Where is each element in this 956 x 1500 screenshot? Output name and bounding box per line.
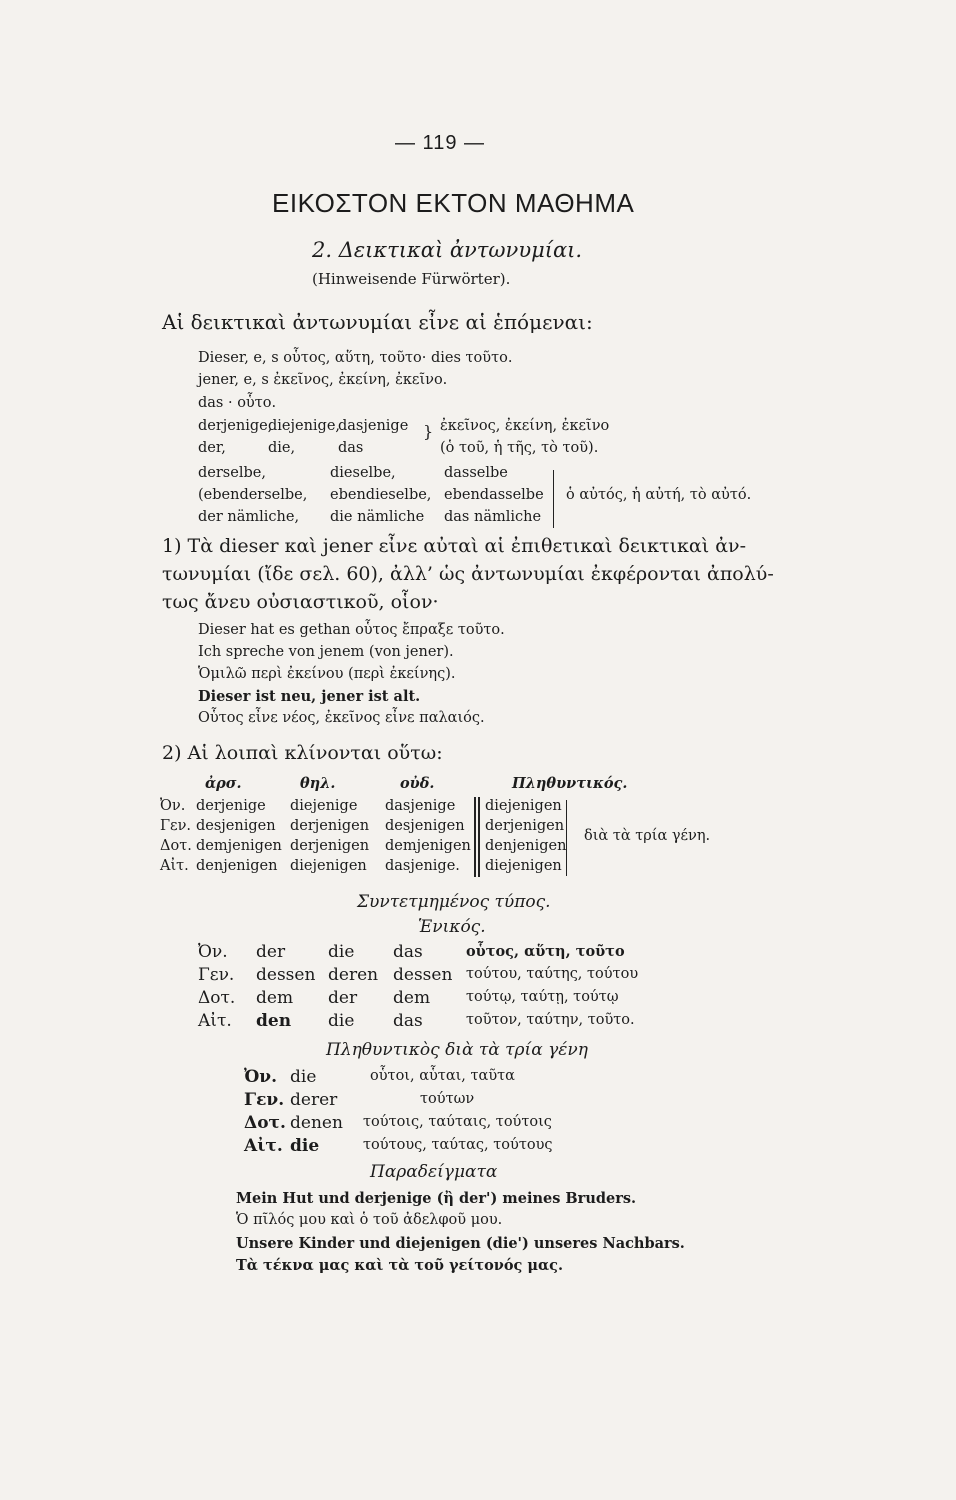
table-cell: dessen bbox=[393, 965, 453, 985]
example-line: Mein Hut und derjenige (ἢ der') meines Bruders. bbox=[236, 1190, 637, 1207]
example-line: Ich spreche von jenem (von jener). bbox=[198, 644, 454, 660]
table-cell: τούτου, ταύτης, τούτου bbox=[466, 966, 639, 982]
table-note: διὰ τὰ τρία γένη. bbox=[584, 828, 711, 844]
table-cell: die bbox=[290, 1067, 317, 1087]
pronoun-cell: dasselbe bbox=[444, 465, 508, 481]
table-cell: derjenigen bbox=[290, 818, 370, 834]
pronoun-cell: die, bbox=[268, 440, 296, 456]
table-cell: derjenigen bbox=[485, 818, 565, 834]
table-header: οὐδ. bbox=[400, 775, 435, 792]
case-label: Γεν. bbox=[244, 1090, 285, 1110]
pronoun-cell: das nämliche bbox=[444, 509, 542, 525]
table-cell: die bbox=[290, 1136, 320, 1156]
case-label: Δοτ. bbox=[198, 988, 236, 1008]
case-label: Αἰτ. bbox=[160, 858, 189, 874]
pronoun-greek: (ὁ τοῦ, ἡ τῆς, τὸ τοῦ). bbox=[440, 440, 599, 456]
table-cell: diejenigen bbox=[290, 858, 367, 874]
table-cell: desjenigen bbox=[385, 818, 465, 834]
table-cell: desjenigen bbox=[196, 818, 276, 834]
pronoun-greek: ὁ αὐτός, ἡ αὐτή, τὸ αὐτό. bbox=[566, 487, 752, 503]
table-cell: τούτῳ, ταύτῃ, τούτῳ bbox=[466, 989, 619, 1005]
table-cell: derer bbox=[290, 1090, 338, 1110]
example-line: Ὁμιλῶ περὶ ἐκείνου (περὶ ἐκείνης). bbox=[198, 666, 456, 682]
table-cell: denjenigen bbox=[485, 838, 567, 854]
paragraph-line: τωνυμίαι (ἴδε σελ. 60), ἀλλ’ ὡς ἀντωνυμίαι ἐκφέρονται ἀπολύ- bbox=[162, 563, 774, 585]
case-label: Ὀν. bbox=[160, 798, 186, 814]
table-cell: οὗτοι, αὗται, ταῦτα bbox=[370, 1068, 515, 1084]
table-header: Πληθυντικός. bbox=[512, 775, 628, 792]
table-cell: τοῦτον, ταύτην, τοῦτο. bbox=[466, 1012, 635, 1028]
paragraph-line: τως ἄνευ οὐσιαστικοῦ, οἷον· bbox=[162, 591, 439, 613]
table-cell: das bbox=[393, 1011, 423, 1031]
intro-text: Αἱ δεικτικαὶ ἀντωνυμίαι εἶνε αἱ ἑπόμεναι: bbox=[162, 310, 593, 334]
table-cell: τούτοις, ταύταις, τούτοις bbox=[363, 1114, 552, 1130]
pronoun-cell: ebendieselbe, bbox=[330, 487, 432, 503]
example-line: Ὁ πῖλός μου καὶ ὁ τοῦ ἀδελφοῦ μου. bbox=[236, 1212, 503, 1228]
table-cell: der bbox=[256, 942, 286, 962]
table-cell: die bbox=[328, 1011, 355, 1031]
table-cell: das bbox=[393, 942, 423, 962]
example-line: Οὗτος εἶνε νέος, ἐκεῖνος εἶνε παλαιός. bbox=[198, 710, 485, 726]
table-cell: der bbox=[328, 988, 358, 1008]
paragraph-line: 1) Τὰ dieser καὶ jener εἶνε αὐταὶ αἱ ἐπιθετικαὶ δεικτικαὶ ἀν- bbox=[162, 535, 747, 557]
case-label: Γεν. bbox=[160, 818, 191, 834]
pronoun-cell: der, bbox=[198, 440, 226, 456]
table-cell: deren bbox=[328, 965, 379, 985]
lesson-title: ΕΙΚΟΣΤΟΝ ΕΚΤΟΝ ΜΑΘΗΜΑ bbox=[272, 188, 635, 218]
case-label: Ὀν. bbox=[244, 1067, 278, 1087]
section-title: 2. Δεικτικαὶ ἀντωνυμίαι. bbox=[312, 238, 583, 262]
case-label: Αἰτ. bbox=[198, 1011, 232, 1031]
table-cell: dessen bbox=[256, 965, 316, 985]
case-label: Δοτ. bbox=[244, 1113, 286, 1133]
table-cell: den bbox=[256, 1011, 292, 1031]
paragraph-line: 2) Αἱ λοιπαὶ κλίνονται οὕτω: bbox=[162, 742, 443, 764]
vertical-rule bbox=[553, 470, 554, 528]
table-cell: derjenigen bbox=[290, 838, 370, 854]
table-cell: derjenige bbox=[196, 798, 266, 814]
table-cell: τούτων bbox=[420, 1091, 475, 1107]
table-cell: demjenigen bbox=[196, 838, 282, 854]
pronoun-cell: dasjenige bbox=[338, 418, 409, 434]
table-cell: die bbox=[328, 942, 355, 962]
vertical-rule bbox=[478, 797, 480, 877]
table-cell: dem bbox=[393, 988, 431, 1008]
table-cell: οὗτος, αὕτη, τοῦτο bbox=[466, 943, 625, 960]
pronoun-cell: diejenige, bbox=[268, 418, 341, 434]
example-line: Dieser ist neu, jener ist alt. bbox=[198, 688, 421, 705]
pronoun-cell: der nämliche, bbox=[198, 509, 300, 525]
pronoun-cell: ebendasselbe bbox=[444, 487, 544, 503]
pronoun-greek: ἐκεῖνος, ἐκείνη, ἐκεῖνο bbox=[440, 418, 610, 434]
table-cell: denjenigen bbox=[196, 858, 278, 874]
pronoun-cell: dieselbe, bbox=[330, 465, 396, 481]
page-number: — 119 — bbox=[395, 132, 485, 154]
table-cell: demjenigen bbox=[385, 838, 471, 854]
table-cell: dasjenige. bbox=[385, 858, 460, 874]
table-cell: dasjenige bbox=[385, 798, 456, 814]
vertical-rule bbox=[474, 797, 476, 877]
brace: } bbox=[423, 422, 434, 441]
example-line: Dieser hat es gethan οὗτος ἔπραξε τοῦτο. bbox=[198, 622, 505, 638]
pronoun-line: jener, e, s ἐκεῖνος, ἐκείνη, ἐκεῖνο. bbox=[198, 372, 448, 388]
case-label: Αἰτ. bbox=[244, 1136, 283, 1156]
pronoun-cell: (ebenderselbe, bbox=[198, 487, 308, 503]
case-label: Δοτ. bbox=[160, 838, 192, 854]
plural-heading: Πληθυντικὸς διὰ τὰ τρία γένη bbox=[326, 1040, 588, 1060]
example-line: Unsere Kinder und diejenigen (die') unseres Nachbars. bbox=[236, 1235, 685, 1252]
table-cell: diejenigen bbox=[485, 858, 562, 874]
pronoun-cell: das bbox=[338, 440, 364, 456]
table-header: ἀρσ. bbox=[205, 775, 242, 792]
table-cell: diejenige bbox=[290, 798, 358, 814]
singular-heading: Ἑνικός. bbox=[418, 917, 486, 937]
examples-heading: Παραδείγματα bbox=[370, 1162, 498, 1182]
pronoun-cell: die nämliche bbox=[330, 509, 425, 525]
table-cell: τούτους, ταύτας, τούτους bbox=[363, 1137, 553, 1153]
case-label: Γεν. bbox=[198, 965, 235, 985]
pronoun-line: Dieser, e, s οὗτος, αὕτη, τοῦτο· dies τοῦτο. bbox=[198, 350, 513, 366]
table-cell: diejenigen bbox=[485, 798, 562, 814]
pronoun-line: das · οὗτο. bbox=[198, 395, 277, 411]
case-label: Ὀν. bbox=[198, 942, 228, 962]
table-cell: denen bbox=[290, 1113, 343, 1133]
vertical-rule bbox=[566, 800, 567, 876]
table-cell: dem bbox=[256, 988, 294, 1008]
pronoun-cell: derselbe, bbox=[198, 465, 266, 481]
section-german-subtitle: (Hinweisende Fürwörter). bbox=[312, 270, 511, 288]
table-header: θηλ. bbox=[300, 775, 336, 792]
pronoun-cell: derjenige, bbox=[198, 418, 273, 434]
example-line: Τὰ τέκνα μας καὶ τὰ τοῦ γείτονός μας. bbox=[236, 1257, 564, 1274]
short-type-heading: Συντετμημένος τύπος. bbox=[357, 892, 551, 912]
